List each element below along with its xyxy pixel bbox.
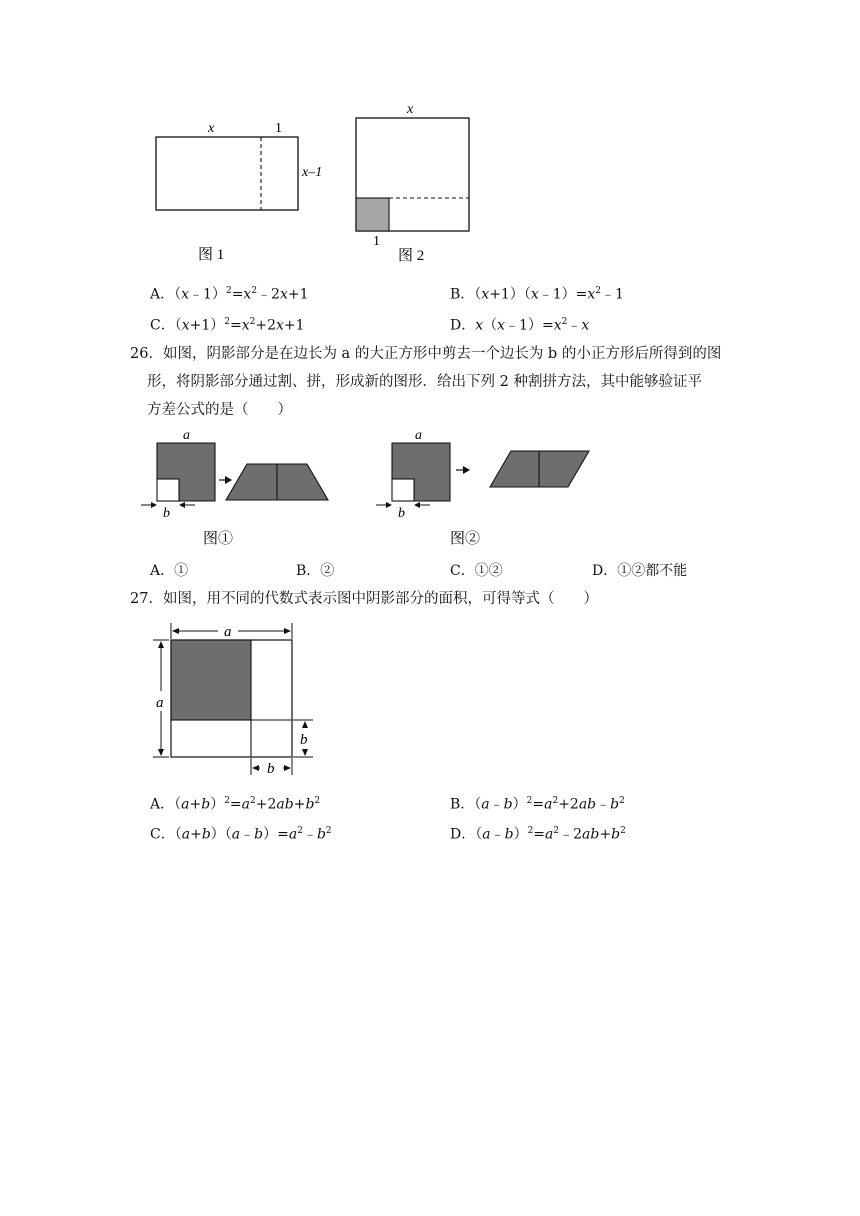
q26-line-1: 如图，阴影部分是在边长为 a 的大正方形中剪去一个边长为 b 的小正方形后所得到的图	[162, 346, 722, 362]
q27-label-a-top: a	[224, 624, 232, 640]
fig1-label-b: b	[163, 506, 170, 521]
q26-option-c[interactable]: C．①②	[450, 563, 503, 579]
q26-number: 26．	[130, 346, 163, 362]
fig2-caption: 图②	[450, 531, 481, 547]
fig1-label-a: a	[183, 428, 190, 443]
fig2-label-1: 1	[373, 234, 380, 249]
q27-stem	[130, 585, 598, 613]
q26-option-b[interactable]: B．②	[296, 563, 335, 579]
q27-option-c[interactable]: C．$(a+b)(a﹣b)=a^2﹣b^2$	[150, 826, 332, 843]
fig2-label-x: x	[407, 102, 414, 117]
fig1-label-x-minus-1: x–1	[302, 165, 323, 180]
q27-label-b-bottom: b	[267, 761, 275, 777]
fig2-label-a: a	[415, 428, 422, 443]
q26-line-2: 形，将阴影部分通过割、拼，形成新的图形．给出下列 2 种割拼方法，其中能够验证平	[147, 374, 702, 390]
q25-figure-1	[140, 112, 340, 272]
fig1-label-x: x	[208, 121, 215, 136]
q26-line-3: 方差公式的是（ ）	[147, 402, 292, 418]
q27-option-b[interactable]: B．$(a﹣b)^2=a^2+2ab﹣b^2$	[450, 796, 625, 813]
q27-figure	[145, 615, 325, 785]
q27-text: 如图，用不同的代数式表示图中阴影部分的面积，可得等式（ ）	[162, 591, 598, 607]
fig2-caption: 图 2	[398, 248, 425, 264]
q25-option-c[interactable]: C．$(x+1)^2=x^2+2x+1$	[150, 317, 305, 334]
q27-label-b-right: b	[300, 732, 308, 748]
fig1-caption: 图 1	[198, 247, 225, 263]
q25-option-a[interactable]: A．$(x﹣1)^2=x^2﹣2x+1$	[150, 286, 309, 303]
fig1-label-1: 1	[275, 121, 282, 136]
q26-figure-2	[370, 425, 600, 555]
q27-option-d[interactable]: D．$(a﹣b)^2=a^2﹣2ab+b^2$	[450, 826, 626, 843]
q27-shaded-square	[171, 640, 251, 720]
q25-option-d[interactable]: D．$x(x﹣1)=x^2﹣x$	[450, 317, 590, 334]
q27-label-a-left: a	[156, 695, 164, 711]
q26-option-d[interactable]: D．①②都不能	[592, 563, 688, 579]
q26-figure-1	[135, 425, 335, 555]
q26-option-a[interactable]: A．①	[150, 563, 189, 579]
q25-figure-2	[345, 98, 485, 268]
q27-number: 27．	[130, 591, 163, 607]
q25-option-b[interactable]: B．$(x+1)(x﹣1)=x^2﹣1$	[450, 286, 624, 303]
q27-option-a[interactable]: A．$(a+b)^2=a^2+2ab+b^2$	[150, 796, 321, 813]
q26-stem	[130, 340, 740, 424]
fig2-label-b: b	[398, 506, 405, 521]
fig1-caption: 图①	[203, 531, 234, 547]
fig2-shaded-square	[356, 198, 389, 231]
